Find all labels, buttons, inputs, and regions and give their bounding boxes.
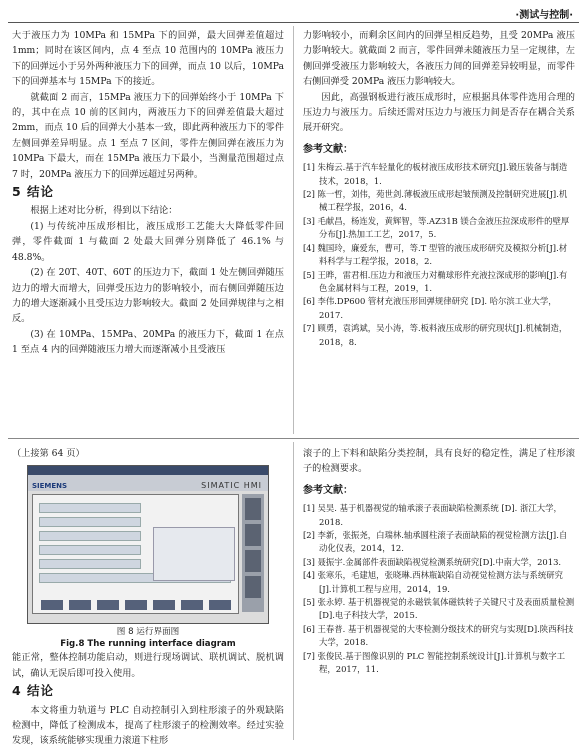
screen-row bbox=[39, 545, 141, 555]
running-interface-figure bbox=[27, 465, 269, 624]
paragraph: 力影响较小，而剩余区间内的回弹呈相反趋势，且受 20MPa 液压力影响较大。就截面 2 而言，零件回弹未随液压力呈一定规律，左侧回弹受液压力影响较大，各液压力间的回弹差异较明显，而零件右侧回弹受 20MPa 液压力影响较大。 bbox=[303, 30, 575, 88]
paragraph: 就截面 2 而言，15MPa 液压力下的回弹始终小于 10MPa 下的，其中在点 10 前的区间内，两液压力下的回弹差值最大超过 2mm，而点 10 后的回弹大小基本一致，即此两种液压力下的零件左侧回弹差异明显。点 1 至点 7 区间，零件左侧回弹在液压力为 10MPa 下最大，而在 15MPa 液压力下最小，当测量范围超过点 7 时，20MPa 液压力下的回弹远超过另两种。 bbox=[12, 91, 284, 180]
references-list bbox=[303, 502, 575, 676]
screen-row bbox=[39, 559, 141, 569]
top-right-column bbox=[303, 28, 575, 434]
references-title: 参考文献： bbox=[303, 484, 353, 496]
screen-button bbox=[97, 600, 119, 610]
column-divider-bottom bbox=[293, 442, 294, 740]
screen-button bbox=[125, 600, 147, 610]
figure-caption-en: Fig.8 The running interface diagram bbox=[60, 639, 236, 650]
reference-item: [1] 朱梅云.基于汽车轻量化的板材液压成形技术研究[J].锻压装备与制造技术，2018，1. bbox=[303, 162, 568, 186]
hmi-side-panel bbox=[242, 494, 264, 612]
references-title: 参考文献： bbox=[303, 143, 353, 155]
reference-item: [6] 王春普. 基于机器视觉的大枣检测分级技术的研究与实现[D].陕西科技大学，2018. bbox=[303, 623, 574, 648]
hmi-screen bbox=[32, 494, 239, 614]
journal-header: ·测试与控制· bbox=[515, 10, 573, 21]
section-title: 5 结论 bbox=[12, 184, 55, 200]
side-key bbox=[245, 576, 261, 598]
reference-item: [2] 陈一哲，刘伟，苑世剑.薄板液压成形起皱预测及控制研究进展[J].机械工程学报，2016，4. bbox=[303, 189, 568, 213]
screen-button bbox=[181, 600, 203, 610]
brand-logo: SIEMENS bbox=[32, 482, 68, 491]
hmi-header bbox=[28, 475, 268, 491]
bottom-right-column bbox=[303, 446, 575, 740]
reference-item: [2] 李新，张振尧，白瑞林.轴承圆柱滚子表面缺陷的视觉检测方法[J].自动化仪表，2014，12. bbox=[303, 530, 568, 554]
side-key bbox=[245, 524, 261, 546]
screen-row bbox=[39, 531, 141, 541]
reference-item: [3] 毛献昌，杨连发，黄辉智，等.AZ31B 镁合金液压拉深成形件的壁厚分布[J].热加工工艺，2017，5. bbox=[303, 215, 570, 240]
reference-item: [1] 吴昊. 基于机器视觉的轴承滚子表面缺陷检测系统 [D]. 浙江大学，2018. bbox=[303, 503, 562, 527]
paragraph: (2) 在 20T、40T、60T 的压边力下，截面 1 处左侧回弹随压边力的增大而增大，回弹受压边力的影响较小，而右侧回弹随压边力的增大逐渐减小且受压边力影响较大。截面 2 处回弹规律与之相反。 bbox=[12, 267, 284, 325]
reference-item: [6] 李伟.DP600 管材充液压形回弹规律研究 [D]. 哈尔滨工业大学，2017. bbox=[303, 296, 557, 320]
reference-item: [4] 魏国玲，廉爱东，曹可，等.T 型管的液压成形研究及模拟分析[J].材料科学与工程学报，2018，2. bbox=[303, 242, 568, 267]
paragraph: 根据上述对比分析，得到以下结论： bbox=[30, 205, 178, 217]
screen-button bbox=[153, 600, 175, 610]
bottom-left-column bbox=[12, 446, 284, 747]
paragraph: 大于液压力为 10MPa 和 15MPa 下的回弹，最大回弹差值超过 1mm；同时在该区间内，点 4 至点 10 范围内的 10MPa 液压力下的回弹远小于另外两种液压力下的回弹，而点 10 以后，10MPa 下的回弹基本与 15MPa 下的接近。 bbox=[12, 30, 284, 88]
paragraph: 因此，高强钢板进行液压成形时，应根据具体零件选用合理的压边力与液压力。后续还需对压边力与液压力间是否存在耦合关系展开研究。 bbox=[303, 91, 575, 134]
header-rule bbox=[8, 22, 579, 23]
continued-note: （上接第 64 页） bbox=[12, 448, 85, 459]
figure-caption-cn: 图 8 运行界面图 bbox=[116, 627, 180, 638]
section-divider bbox=[8, 438, 579, 439]
hmi-label: SIMATIC HMI bbox=[201, 481, 262, 491]
side-key bbox=[245, 498, 261, 520]
reference-item: [3] 聂振宇.金属部件表面缺陷视觉检测系统研究[D].中南大学，2013. bbox=[303, 556, 562, 567]
window-titlebar bbox=[28, 466, 268, 475]
reference-item: [4] 张寒乐，毛建旭，张晓琳.西林瓶缺陷自动视觉检测方法与系统研究[J].计算机工程与应用，2014，19. bbox=[303, 570, 564, 594]
reference-item: [7] 顾勇，袁鸿斌，吴小涛，等.板料液压成形的研究现状[J].机械制造，2018，8. bbox=[303, 323, 568, 347]
section-title: 4 结论 bbox=[12, 683, 55, 699]
screen-button bbox=[41, 600, 63, 610]
column-divider-top bbox=[293, 26, 294, 434]
references-list bbox=[303, 161, 575, 349]
paragraph: 本文将重力轨道与 PLC 自动控制引入到柱形滚子的外观缺陷检测中，降低了检测成本，提高了柱形滚子的检测效率。经过实验发现，该系统能够实现重力滚道下柱形 bbox=[12, 704, 284, 747]
screen-row bbox=[39, 503, 141, 513]
side-key bbox=[245, 550, 261, 572]
top-left-column bbox=[12, 28, 284, 434]
reference-item: [5] 张永婷. 基于机器视觉的永磁铁氧体磁铁转子关键尺寸及表面质量检测[D].电子科技大学，2015. bbox=[303, 597, 575, 621]
screen-panel bbox=[153, 527, 235, 581]
screen-row bbox=[39, 517, 141, 527]
reference-item: [5] 王晔，雷君相.压边力和液压力对椭球形件充液拉深成形的影响[J].有色金属材料与工程，2019，1. bbox=[303, 269, 568, 293]
reference-item: [7] 张俊民.基于图像识别的 PLC 智能控制系统设计[J].计算机与数字工程，2017，11. bbox=[303, 650, 566, 675]
paragraph: (1) 与传统冲压成形相比，液压成形工艺能大大降低零件回弹，零件截面 1 与截面 2 处最大回弹分别降低了 46.1% 与 48.8%。 bbox=[12, 220, 284, 263]
screen-button bbox=[209, 600, 231, 610]
paragraph: 能正常，整体控制功能启动，则进行现场调试、联机调试、脱机调试，确认无误后即可投入使用。 bbox=[12, 652, 284, 679]
screen-button bbox=[69, 600, 91, 610]
paragraph: (3) 在 10MPa、15MPa、20MPa 的液压力下，截面 1 在点 1 至点 4 内的回弹随液压力增大而逐渐减小且受液压 bbox=[12, 328, 284, 356]
paragraph: 滚子的上下料和缺陷分类控制，具有良好的稳定性，满足了柱形滚子的检测要求。 bbox=[303, 448, 575, 475]
